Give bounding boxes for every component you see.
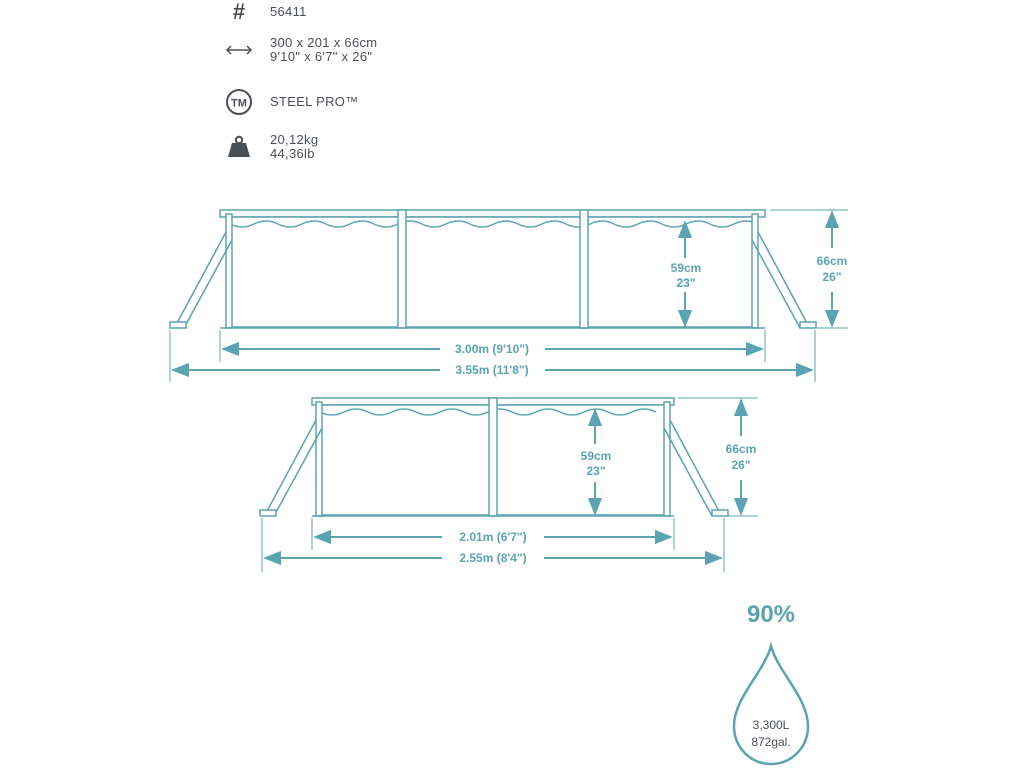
- wall-height-arrow-top: [770, 210, 848, 328]
- model-number: 56411: [270, 4, 307, 19]
- brand-name: STEEL PRO™: [270, 94, 359, 109]
- water-height-metric-bottom: 59cm: [580, 449, 612, 463]
- outer-length-label: 3.55m (11'8"): [455, 363, 529, 377]
- water-height-imperial-bottom: 23": [586, 464, 606, 478]
- pool-short-side-view: [260, 398, 728, 516]
- inner-width-label: 2.01m (6'7"): [459, 530, 527, 544]
- water-height-metric-top: 59cm: [670, 261, 702, 275]
- fill-percent: 90%: [746, 601, 796, 628]
- weight-kg: 20,12kg: [270, 132, 319, 147]
- capacity-liters: 3,300L: [752, 718, 790, 732]
- dimensions-metric: 300 x 201 x 66cm: [270, 35, 378, 50]
- wall-height-imperial-bottom: 26": [731, 458, 751, 472]
- wall-height-imperial-top: 26": [822, 270, 842, 284]
- outer-width-label: 2.55m (8'4"): [459, 551, 527, 565]
- weight-lb: 44,36lb: [270, 146, 315, 161]
- wall-height-metric-bottom: 66cm: [725, 442, 757, 456]
- water-height-imperial-top: 23": [676, 276, 696, 290]
- pool-long-side-view: [170, 210, 816, 328]
- wall-height-metric-top: 66cm: [816, 254, 848, 268]
- hash-icon: #: [232, 0, 246, 24]
- inner-length-label: 3.00m (9'10"): [455, 342, 529, 356]
- capacity-gallons: 872gal.: [751, 735, 791, 749]
- trademark-icon-label: TM: [231, 97, 247, 110]
- dimensions-imperial: 9'10" x 6'7" x 26": [270, 49, 373, 64]
